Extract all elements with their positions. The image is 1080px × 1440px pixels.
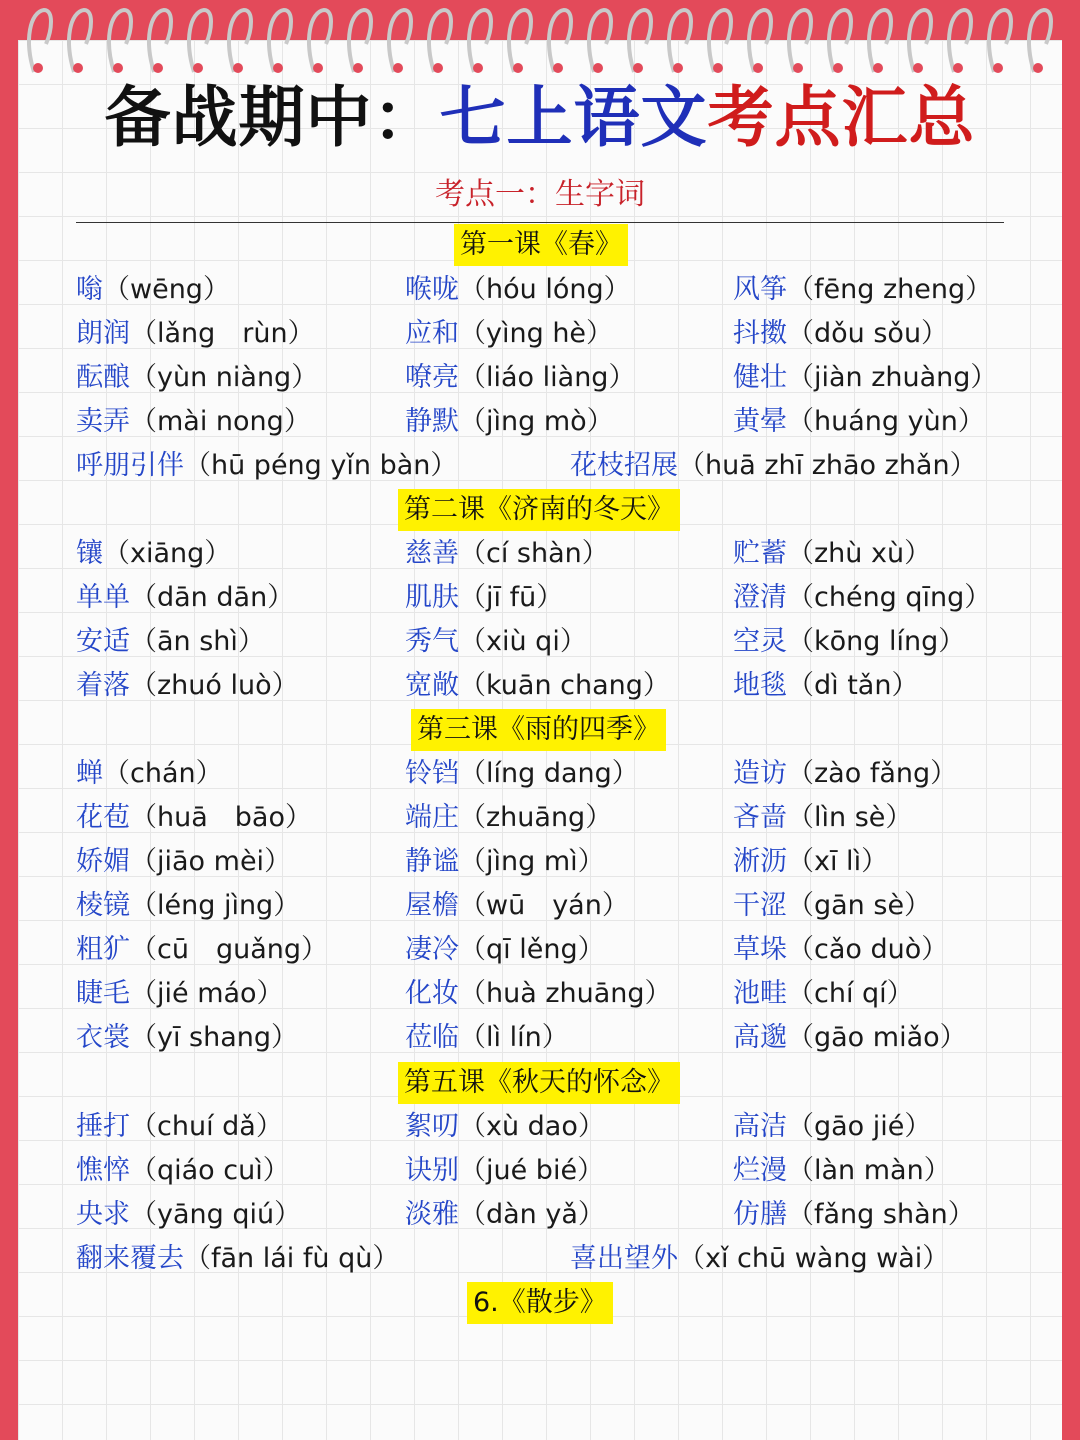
vocab-word: 花枝招展 <box>570 450 678 481</box>
vocab-row <box>0 1237 1080 1281</box>
vocab-pinyin: （lìn sè） <box>787 802 913 833</box>
vocab-word: 秀气 <box>405 626 459 657</box>
vocab-word: 酝酿 <box>76 362 130 393</box>
vocab-item <box>405 928 605 972</box>
vocab-word: 朗润 <box>76 318 130 349</box>
vocab-pinyin: （jiàn zhuàng） <box>787 362 998 393</box>
vocab-pinyin: （qiáo cuì） <box>130 1155 290 1186</box>
vocab-word: 地毯 <box>733 670 787 701</box>
vocab-pinyin: （gāo jié） <box>787 1111 932 1142</box>
vocab-word: 铃铛 <box>405 758 459 789</box>
vocab-word: 化妆 <box>405 978 459 1009</box>
vocab-pinyin: （lì lín） <box>459 1022 569 1053</box>
vocab-pinyin: （qī lěng） <box>459 934 605 965</box>
page-title <box>0 78 1080 158</box>
vocab-item <box>733 884 931 928</box>
vocab-item <box>405 356 635 400</box>
vocab-pinyin: （jiāo mèi） <box>130 846 292 877</box>
vocab-word: 干涩 <box>733 890 787 921</box>
vocab-pinyin: （fǎng shàn） <box>787 1199 975 1230</box>
vocab-word: 端庄 <box>405 802 459 833</box>
vocab-item <box>76 312 315 356</box>
vocab-row <box>0 532 1080 576</box>
vocab-item <box>76 972 284 1016</box>
vocab-word: 淡雅 <box>405 1199 459 1230</box>
vocab-row <box>0 576 1080 620</box>
vocab-item <box>405 796 612 840</box>
vocab-word: 烂漫 <box>733 1155 787 1186</box>
vocab-pinyin: （kōng líng） <box>787 626 966 657</box>
vocab-pinyin: （dān dān） <box>130 582 295 613</box>
vocab-word: 莅临 <box>405 1022 459 1053</box>
vocab-pinyin: （jié máo） <box>130 978 284 1009</box>
vocab-pinyin: （yī shang） <box>130 1022 299 1053</box>
vocab-pinyin: （cí shàn） <box>459 538 609 569</box>
vocab-word: 吝啬 <box>733 802 787 833</box>
vocab-pinyin: （huà zhuāng） <box>459 978 672 1009</box>
vocab-row <box>0 928 1080 972</box>
vocab-word: 黄晕 <box>733 406 787 437</box>
vocab-pinyin: （fēng zheng） <box>787 274 993 305</box>
vocab-item <box>76 1016 298 1060</box>
vocab-item <box>570 1237 949 1281</box>
vocab-word: 衣裳 <box>76 1022 130 1053</box>
vocab-item <box>733 840 888 884</box>
vocab-word: 澄清 <box>733 582 787 613</box>
section-subtitle: 考点一：生字词 <box>435 177 645 212</box>
vocab-pinyin: （dàn yǎ） <box>459 1199 605 1230</box>
vocab-pinyin: （xǐ chū wàng wài） <box>678 1243 950 1274</box>
vocab-row <box>0 752 1080 796</box>
vocab-item <box>76 532 231 576</box>
vocab-pinyin: （ān shì） <box>130 626 265 657</box>
vocab-pinyin: （xī lì） <box>787 846 889 877</box>
vocab-item <box>405 1016 569 1060</box>
vocab-item <box>76 400 311 444</box>
vocab-pinyin: （hū péng yǐn bàn） <box>184 450 458 481</box>
vocab-word: 抖擞 <box>733 318 787 349</box>
vocab-item <box>733 532 931 576</box>
vocab-pinyin: （gān sè） <box>787 890 932 921</box>
vocab-item <box>76 356 318 400</box>
vocab-pinyin: （cǎo duò） <box>787 934 949 965</box>
vocab-item <box>405 884 629 928</box>
vocab-word: 静谧 <box>405 846 459 877</box>
vocab-item <box>733 664 918 708</box>
vocab-item <box>405 576 563 620</box>
vocab-pinyin: （zhuāng） <box>459 802 613 833</box>
vocab-word: 仿膳 <box>733 1199 787 1230</box>
vocab-word: 嗡 <box>76 274 103 305</box>
title-part-1: 备战期中： <box>104 79 440 156</box>
vocab-row <box>0 664 1080 708</box>
vocab-pinyin: （chuí dǎ） <box>130 1111 283 1142</box>
vocab-item <box>405 268 631 312</box>
vocab-row <box>0 268 1080 312</box>
vocab-item <box>76 620 265 664</box>
vocab-row <box>0 972 1080 1016</box>
vocab-item <box>405 620 587 664</box>
vocab-item <box>733 312 948 356</box>
vocab-row <box>0 620 1080 664</box>
vocab-word: 娇媚 <box>76 846 130 877</box>
vocab-word: 诀别 <box>405 1155 459 1186</box>
vocab-item <box>733 356 997 400</box>
vocab-pinyin: （huā zhī zhāo zhǎn） <box>678 450 977 481</box>
vocab-word: 安适 <box>76 626 130 657</box>
vocab-word: 卖弄 <box>76 406 130 437</box>
vocab-item <box>405 664 670 708</box>
vocab-row <box>0 884 1080 928</box>
vocab-item <box>76 1105 283 1149</box>
vocab-item <box>405 400 614 444</box>
vocab-item <box>405 1105 605 1149</box>
vocab-pinyin: （zhuó luò） <box>130 670 299 701</box>
vocab-item <box>570 444 977 488</box>
vocab-row <box>0 840 1080 884</box>
vocab-item <box>733 972 914 1016</box>
vocab-word: 风筝 <box>733 274 787 305</box>
vocab-item <box>405 312 613 356</box>
lesson-heading: 6.《散步》 <box>467 1282 613 1324</box>
vocab-item <box>76 796 312 840</box>
vocab-pinyin: （chí qí） <box>787 978 914 1009</box>
vocab-pinyin: （gāo miǎo） <box>787 1022 967 1053</box>
vocab-pinyin: （làn màn） <box>787 1155 951 1186</box>
vocab-item <box>76 884 300 928</box>
vocab-pinyin: （yìng hè） <box>459 318 614 349</box>
lesson-heading: 第三课《雨的四季》 <box>411 709 666 751</box>
vocab-item <box>76 1149 290 1193</box>
vocab-pinyin: （chéng qīng） <box>787 582 992 613</box>
vocab-pinyin: （xù dao） <box>459 1111 605 1142</box>
vocab-word: 屋檐 <box>405 890 459 921</box>
vocab-pinyin: （hóu lóng） <box>459 274 631 305</box>
vocab-word: 翻来覆去 <box>76 1243 184 1274</box>
vocab-pinyin: （jué bié） <box>459 1155 605 1186</box>
vocab-pinyin: （dǒu sǒu） <box>787 318 949 349</box>
title-part-2: 七上语文 <box>439 79 708 156</box>
vocab-item <box>76 840 291 884</box>
vocab-word: 池畦 <box>733 978 787 1009</box>
vocab-item <box>76 752 223 796</box>
vocab-item <box>405 1149 604 1193</box>
vocab-pinyin: （léng jìng） <box>130 890 301 921</box>
divider <box>76 222 1004 223</box>
vocab-word: 静默 <box>405 406 459 437</box>
vocab-word: 睫毛 <box>76 978 130 1009</box>
vocab-word: 喜出望外 <box>570 1243 678 1274</box>
vocab-pinyin: （cū guǎng） <box>130 934 329 965</box>
vocab-pinyin: （mài nong） <box>130 406 311 437</box>
lesson-heading: 第一课《春》 <box>454 224 628 266</box>
vocab-item <box>76 664 299 708</box>
vocab-word: 宽敞 <box>405 670 459 701</box>
vocab-item <box>733 1105 931 1149</box>
vocab-word: 花苞 <box>76 802 130 833</box>
vocab-word: 贮蓄 <box>733 538 787 569</box>
vocab-item <box>405 1193 605 1237</box>
vocab-item <box>405 972 672 1016</box>
vocab-pinyin: （yāng qiú） <box>130 1199 302 1230</box>
vocab-word: 慈善 <box>405 538 459 569</box>
vocab-pinyin: （lǎng rùn） <box>130 318 315 349</box>
vocab-word: 凄冷 <box>405 934 459 965</box>
vocab-pinyin: （jìng mò） <box>459 406 614 437</box>
vocab-row <box>0 1105 1080 1149</box>
vocab-item <box>405 532 609 576</box>
lesson-heading: 第五课《秋天的怀念》 <box>398 1062 680 1104</box>
vocab-item <box>733 400 985 444</box>
vocab-word: 呼朋引伴 <box>76 450 184 481</box>
vocab-row <box>0 1016 1080 1060</box>
vocab-item <box>76 576 294 620</box>
vocab-word: 絮叨 <box>405 1111 459 1142</box>
vocab-pinyin: （kuān chang） <box>459 670 670 701</box>
vocab-row <box>0 796 1080 840</box>
vocab-pinyin: （huáng yùn） <box>787 406 985 437</box>
vocab-row <box>0 312 1080 356</box>
title-part-3: 考点汇总 <box>707 79 976 156</box>
vocab-item <box>76 268 230 312</box>
vocab-word: 棱镜 <box>76 890 130 921</box>
vocab-word: 高洁 <box>733 1111 787 1142</box>
vocab-word: 应和 <box>405 318 459 349</box>
vocab-item <box>733 928 948 972</box>
vocab-row <box>0 444 1080 488</box>
vocab-word: 镶 <box>76 538 103 569</box>
vocab-item <box>733 576 991 620</box>
vocab-item <box>76 444 457 488</box>
vocab-pinyin: （líng dang） <box>459 758 639 789</box>
vocab-item <box>76 1193 301 1237</box>
vocab-word: 肌肤 <box>405 582 459 613</box>
vocab-row <box>0 356 1080 400</box>
vocab-word: 蝉 <box>76 758 103 789</box>
vocab-word: 健壮 <box>733 362 787 393</box>
vocab-item <box>733 752 957 796</box>
vocab-item <box>733 1149 951 1193</box>
vocab-word: 草垛 <box>733 934 787 965</box>
vocab-word: 嘹亮 <box>405 362 459 393</box>
lesson-heading: 第二课《济南的冬天》 <box>398 489 680 531</box>
vocab-item <box>733 268 992 312</box>
vocab-item <box>76 928 328 972</box>
vocab-item <box>405 840 605 884</box>
vocab-item <box>733 1016 967 1060</box>
vocab-item <box>405 752 639 796</box>
vocab-pinyin: （xiù qi） <box>459 626 587 657</box>
vocab-pinyin: （jī fū） <box>459 582 564 613</box>
vocab-row <box>0 1193 1080 1237</box>
vocab-pinyin: （yùn niàng） <box>130 362 319 393</box>
vocab-row <box>0 400 1080 444</box>
vocab-word: 单单 <box>76 582 130 613</box>
vocab-pinyin: （huā bāo） <box>130 802 312 833</box>
vocab-word: 喉咙 <box>405 274 459 305</box>
vocab-word: 造访 <box>733 758 787 789</box>
vocab-word: 憔悴 <box>76 1155 130 1186</box>
vocab-word: 粗犷 <box>76 934 130 965</box>
vocab-pinyin: （xiāng） <box>103 538 232 569</box>
vocab-pinyin: （jìng mì） <box>459 846 605 877</box>
vocab-word: 捶打 <box>76 1111 130 1142</box>
vocab-pinyin: （fān lái fù qù） <box>184 1243 400 1274</box>
vocab-word: 淅沥 <box>733 846 787 877</box>
vocab-item <box>733 1193 975 1237</box>
vocab-item <box>733 620 965 664</box>
vocab-pinyin: （zào fǎng） <box>787 758 958 789</box>
vocab-item <box>733 796 912 840</box>
vocab-pinyin: （liáo liàng） <box>459 362 636 393</box>
vocab-pinyin: （chán） <box>103 758 223 789</box>
vocab-word: 空灵 <box>733 626 787 657</box>
vocab-word: 着落 <box>76 670 130 701</box>
vocab-item <box>76 1237 399 1281</box>
vocab-pinyin: （dì tǎn） <box>787 670 919 701</box>
vocab-pinyin: （wū yán） <box>459 890 629 921</box>
vocab-word: 高邈 <box>733 1022 787 1053</box>
vocab-pinyin: （zhù xù） <box>787 538 932 569</box>
vocab-word: 央求 <box>76 1199 130 1230</box>
vocab-pinyin: （wēng） <box>103 274 230 305</box>
vocab-row <box>0 1149 1080 1193</box>
